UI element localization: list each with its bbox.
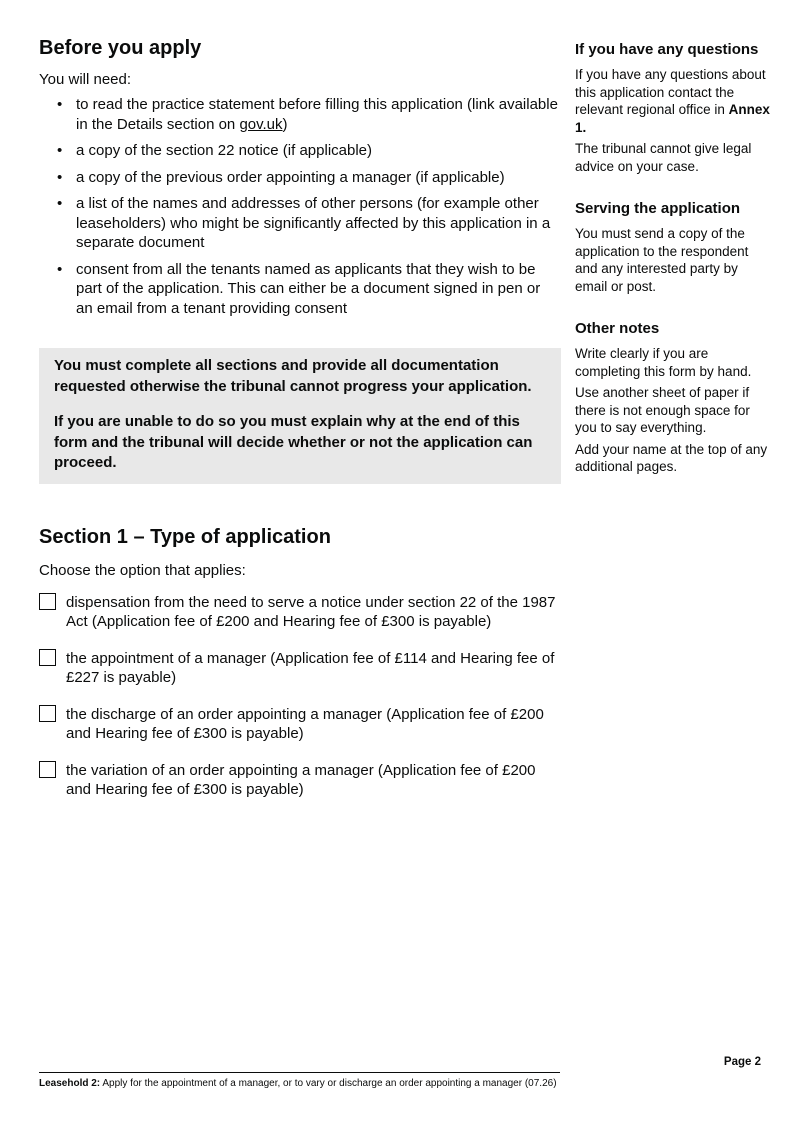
application-type-options [39,593,561,800]
notes-text-2: Use another sheet of paper if there is not enough space for you to say everything. [575,385,750,435]
questions-text-body: If you have any questions about this application contact the relevant regional office in [575,67,766,117]
notice-paragraph-2: If you are unable to do so you must explain why at the end of this form and the tribunal will decide whether or not the application can proceed. [54,413,533,471]
serving-text: You must send a copy of the application to the respondent and any interested party by email or post. [575,226,749,294]
questions-heading: If you have any questions [575,41,759,58]
choose-option-text: Choose the option that applies: [39,561,246,579]
list-item-text: to read the practice statement before filling this application (link available in the Details section on [76,96,558,133]
footer-divider [39,1072,560,1073]
main-column [39,36,561,800]
sidebar [575,40,770,476]
notes-heading: Other notes [575,320,660,337]
bullet-icon: • [57,96,63,113]
notes-text-1: Write clearly if you are completing this form by hand. [575,346,752,379]
gov-uk-link[interactable]: gov.uk [239,115,283,133]
list-item [39,194,561,253]
important-notice-box [39,348,561,484]
checkbox[interactable] [39,593,56,610]
option-appointment[interactable] [39,649,561,688]
before-you-apply-heading: Before you apply [39,37,202,59]
list-item [39,141,561,161]
option-discharge[interactable] [39,705,561,744]
bullet-icon: • [57,168,63,186]
notes-text-3: Add your name at the top of any additional pages. [575,441,768,474]
list-item-text: a copy of the section 22 notice (if applicable) [76,142,373,159]
page-number: Page 2 [723,1056,761,1068]
questions-text [575,66,770,136]
bullet-icon: • [57,142,63,159]
form-title: Apply for the appointment of a manager, or to vary or discharge an order appointing a manager (07.26) [102,1078,557,1089]
list-item-text: a copy of the previous order appointing a manager (if applicable) [76,168,505,186]
option-label: dispensation from the need to serve a notice under section 22 of the 1987 Act (Application fee of £200 and Hearing fee of £300 is payable) [66,593,556,630]
bullet-icon: • [57,195,63,212]
list-item-text: a list of the names and addresses of other persons (for example other leaseholders) who might be significantly affected by this application in a separate document [76,195,551,251]
form-code: Leasehold 2: [39,1078,101,1089]
section-1-heading: Section 1 – Type of application [39,525,331,548]
list-item [39,168,561,188]
list-item [39,260,561,319]
footer-form-reference [39,1077,557,1090]
list-item-text: consent from all the tenants named as applicants that they wish to be part of the application. This can either be a document signed in pen or an email from a tenant providing consent [76,260,541,317]
option-label: the appointment of a manager (Application fee of £114 and Hearing fee of £227 is payable) [66,649,555,686]
option-label: the variation of an order appointing a manager (Application fee of £200 and Hearing fee of £300 is payable) [66,761,536,798]
checkbox[interactable] [39,705,56,722]
list-item [39,95,561,134]
serving-block [575,199,770,295]
annex-reference: Annex 1. [575,102,770,135]
requirements-list [39,95,561,318]
checkbox[interactable] [39,649,56,666]
intro-text: You will need: [39,71,132,88]
list-item-text-end: ) [282,115,288,133]
checkbox[interactable] [39,761,56,778]
legal-advice-text: The tribunal cannot give legal advice on your case. [575,141,752,174]
option-label: the discharge of an order appointing a manager (Application fee of £200 and Hearing fee of £300 is payable) [66,705,544,742]
notice-paragraph-1: You must complete all sections and provide all documentation requested otherwise the tribunal cannot progress your application. [54,357,532,395]
bullet-icon: • [57,260,63,278]
option-variation[interactable] [39,761,561,800]
serving-heading: Serving the application [575,200,741,217]
questions-block [575,40,770,175]
option-dispensation[interactable] [39,593,561,632]
notes-block [575,319,770,476]
